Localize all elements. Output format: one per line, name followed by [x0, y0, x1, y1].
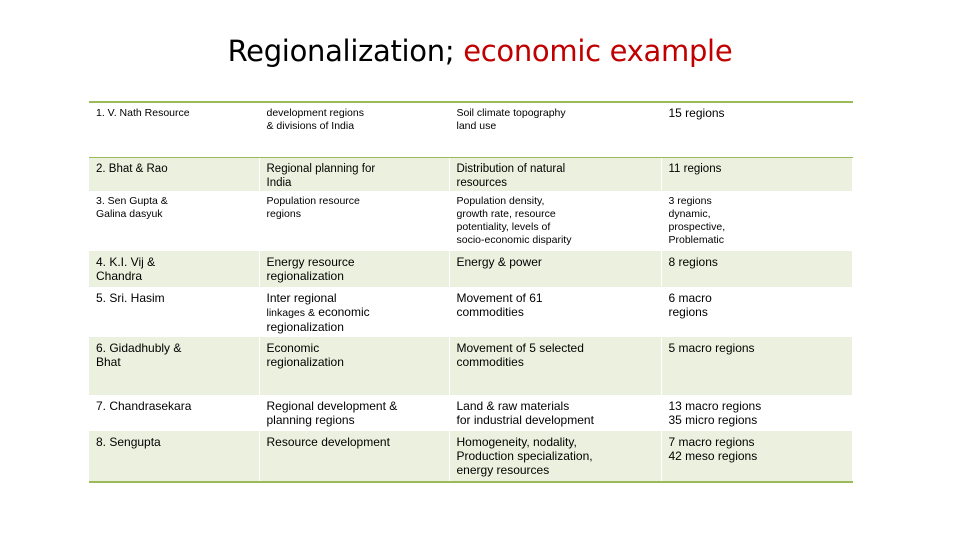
cell-author: 4. K.I. Vij & Chandra [89, 251, 259, 287]
cell-author: 1. V. Nath Resource [89, 102, 259, 157]
cell-criteria: Movement of 61 commodities [449, 287, 661, 337]
table-row [89, 191, 852, 251]
cell-purpose: Resource development [259, 431, 449, 482]
table-row [89, 287, 852, 337]
cell-purpose [259, 287, 449, 337]
cell-criteria: Distribution of natural resources [449, 157, 661, 191]
slide-title [0, 34, 960, 68]
cell-purpose: Regional planning for India [259, 157, 449, 191]
cell-author: 2. Bhat & Rao [89, 157, 259, 191]
table-row [89, 102, 852, 157]
cell-criteria: Population density, growth rate, resource potentiality, levels of socio-economic disparity [449, 191, 661, 251]
title-part-2: economic example [463, 34, 733, 68]
cell-author: 7. Chandrasekara [89, 395, 259, 431]
cell-author: 6. Gidadhubly & Bhat [89, 337, 259, 395]
cell-criteria: Soil climate topography land use [449, 102, 661, 157]
table-row [89, 337, 852, 395]
purpose-line-3: regionalization [266, 320, 344, 334]
cell-regions: 13 macro regions 35 micro regions [661, 395, 852, 431]
cell-author: 3. Sen Gupta & Galina dasyuk [89, 191, 259, 251]
cell-regions: 15 regions [661, 102, 852, 157]
cell-purpose: Economic regionalization [259, 337, 449, 395]
regionalization-table [89, 101, 853, 483]
cell-author: 5. Sri. Hasim [89, 287, 259, 337]
table-row [89, 251, 852, 287]
cell-regions: 11 regions [661, 157, 852, 191]
table-row [89, 431, 852, 482]
purpose-economic: economic [314, 305, 370, 319]
cell-regions: 5 macro regions [661, 337, 852, 395]
cell-purpose: Population resource regions [259, 191, 449, 251]
cell-purpose: development regions & divisions of India [259, 102, 449, 157]
cell-purpose: Regional development & planning regions [259, 395, 449, 431]
cell-regions: 8 regions [661, 251, 852, 287]
cell-purpose: Energy resource regionalization [259, 251, 449, 287]
cell-criteria: Energy & power [449, 251, 661, 287]
cell-criteria: Homogeneity, nodality, Production specialization, energy resources [449, 431, 661, 482]
cell-regions: 6 macro regions [661, 287, 852, 337]
cell-regions: 7 macro regions 42 meso regions [661, 431, 852, 482]
table-row [89, 157, 852, 191]
cell-criteria: Movement of 5 selected commodities [449, 337, 661, 395]
purpose-line-1: Inter regional [266, 291, 337, 305]
table-row [89, 395, 852, 431]
title-part-1: Regionalization; [227, 34, 464, 68]
cell-author: 8. Sengupta [89, 431, 259, 482]
cell-criteria: Land & raw materials for industrial development [449, 395, 661, 431]
cell-regions: 3 regions dynamic, prospective, Problematic [661, 191, 852, 251]
purpose-linkages: linkages & [266, 307, 315, 319]
